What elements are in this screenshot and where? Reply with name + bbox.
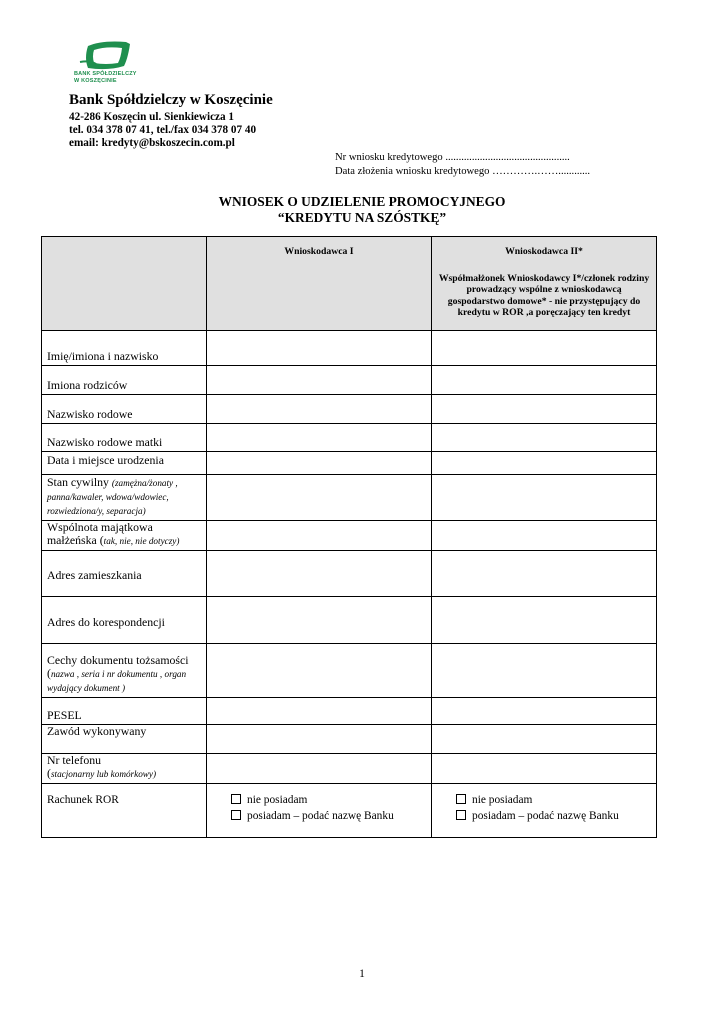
table-row: [42, 395, 657, 424]
header-applicant-1: [207, 237, 432, 331]
id-doc-hint-open: (: [47, 666, 51, 680]
applicant-1-correspondence-input[interactable]: [207, 597, 432, 644]
phone-hint: stacjonarny lub komórkowy): [50, 769, 157, 779]
bank-phone: tel. 034 378 07 41, tel./fax 034 378 07 40: [69, 124, 257, 136]
applicant-2-description: Współmałżonek Wnioskodawcy I*/członek rodziny prowadzący wspólne z wnioskodawcą gospodarstwo domowe* - nie przystępujący do kredytu w ROR ,a poręczający ten kredyt: [438, 272, 650, 318]
applicant-2-address-input[interactable]: [432, 551, 657, 597]
applicant-1-family-name-input[interactable]: [207, 395, 432, 424]
id-doc-hint: nazwa , seria i nr dokumentu , organ wydający dokument ): [47, 669, 187, 693]
property-hint: tak, nie, nie dotyczy): [103, 536, 180, 546]
applicant-2-family-name-input[interactable]: [432, 395, 657, 424]
table-row: [42, 366, 657, 395]
phone-hint-open: (: [47, 766, 51, 780]
checkbox-icon[interactable]: [231, 810, 241, 820]
applicant-2-parents-input[interactable]: [432, 366, 657, 395]
checkbox-icon[interactable]: [456, 810, 466, 820]
applicant-2-name-input[interactable]: [432, 331, 657, 366]
marital-label: Stan cywilny: [47, 475, 112, 489]
row-label-birth: Data i miejsce urodzenia: [42, 452, 207, 475]
table-row: [42, 551, 657, 597]
applicant-1-mother-name-input[interactable]: [207, 424, 432, 452]
applicant-1-pesel-input[interactable]: [207, 698, 432, 725]
applicant-1-id-doc-input[interactable]: [207, 644, 432, 698]
logo-caption-line-2: W KOSZĘCINIE: [74, 78, 117, 84]
ror-none-label: nie posiadam: [247, 794, 308, 806]
bank-name: Bank Spółdzielczy w Koszęcinie: [69, 92, 273, 108]
row-label-mother-name: Nazwisko rodowe matki: [42, 424, 207, 452]
table-row: [42, 521, 657, 551]
row-label-parents: Imiona rodziców: [42, 366, 207, 395]
marital-hint: (zamężna/żonaty , panna/kawaler, wdowa/wdowiec, rozwiedziona/y, separacja): [47, 478, 178, 516]
application-number-field[interactable]: Nr wniosku kredytowego ...............................................: [335, 152, 570, 163]
applicant-2-ror-options: [432, 784, 657, 838]
table-row: [42, 644, 657, 698]
applicant-1-address-input[interactable]: [207, 551, 432, 597]
row-label-name: Imię/imiona i nazwisko: [42, 331, 207, 366]
applicant-1-profession-input[interactable]: [207, 725, 432, 754]
ror-have-label: posiadam – podać nazwę Banku: [247, 809, 394, 822]
ror-have-label: posiadam – podać nazwę Banku: [472, 809, 619, 822]
applicant-2-pesel-input[interactable]: [432, 698, 657, 725]
applicant-2-property-input[interactable]: [432, 521, 657, 551]
applicant-1-ror-none-option[interactable]: [231, 793, 431, 809]
table-row: [42, 597, 657, 644]
id-doc-label: Cechy dokumentu tożsamości: [47, 653, 189, 667]
table-row: [42, 452, 657, 475]
header-label-cell: [42, 237, 207, 331]
row-label-pesel: PESEL: [42, 698, 207, 725]
applicant-1-marital-input[interactable]: [207, 475, 432, 521]
row-label-address: Adres zamieszkania: [42, 551, 207, 597]
applicant-1-ror-options: [207, 784, 432, 838]
applicant-2-id-doc-input[interactable]: [432, 644, 657, 698]
logo-caption: [74, 71, 137, 85]
checkbox-icon[interactable]: [456, 794, 466, 804]
table-row: [42, 698, 657, 725]
applicant-2-correspondence-input[interactable]: [432, 597, 657, 644]
applicant-2-profession-input[interactable]: [432, 725, 657, 754]
property-label-line-2: małżeńska (: [47, 533, 104, 547]
applicant-1-phone-input[interactable]: [207, 754, 432, 784]
bank-address: 42-286 Koszęcin ul. Sienkiewicza 1: [69, 111, 235, 123]
applicant-2-title: Wnioskodawca II*: [505, 246, 583, 257]
checkbox-icon[interactable]: [231, 794, 241, 804]
applicant-1-birth-input[interactable]: [207, 452, 432, 475]
row-label-family-name: Nazwisko rodowe: [42, 395, 207, 424]
logo-caption-line-1: BANK SPÓŁDZIELCZY: [74, 71, 137, 77]
phone-label: Nr telefonu: [47, 753, 102, 767]
ror-none-label: nie posiadam: [472, 794, 533, 806]
applicant-2-birth-input[interactable]: [432, 452, 657, 475]
applicant-1-name-input[interactable]: [207, 331, 432, 366]
applicant-1-property-input[interactable]: [207, 521, 432, 551]
table-row: [42, 475, 657, 521]
table-row: [42, 754, 657, 784]
applicant-2-mother-name-input[interactable]: [432, 424, 657, 452]
applicant-1-title: Wnioskodawca I: [284, 246, 354, 257]
submission-date-field[interactable]: Data złożenia wniosku kredytowego ………….……............: [335, 166, 591, 177]
applicant-2-ror-none-option[interactable]: [456, 793, 656, 809]
applicant-1-parents-input[interactable]: [207, 366, 432, 395]
applicant-2-ror-have-option[interactable]: [456, 809, 656, 825]
row-label-correspondence: Adres do korespondencji: [42, 597, 207, 644]
applicant-2-phone-input[interactable]: [432, 754, 657, 784]
header-applicant-2: [432, 237, 657, 331]
form-title: WNIOSEK O UDZIELENIE PROMOCYJNEGO: [218, 194, 506, 209]
row-label-property: [42, 521, 207, 551]
applicant-2-marital-input[interactable]: [432, 475, 657, 521]
form-subtitle: “KREDYTU NA SZÓSTKĘ”: [277, 210, 447, 225]
row-label-ror: Rachunek ROR: [42, 784, 207, 838]
table-row: [42, 784, 657, 838]
page-number: 1: [359, 968, 365, 980]
row-label-phone: [42, 754, 207, 784]
bank-logo-icon: [74, 40, 140, 72]
row-label-profession: Zawód wykonywany: [42, 725, 207, 754]
table-row: [42, 331, 657, 366]
row-label-id-doc: [42, 644, 207, 698]
applicant-1-ror-have-option[interactable]: [231, 809, 431, 825]
bank-email: email: kredyty@bskoszecin.com.pl: [69, 137, 235, 149]
property-label-line-1: Wspólnota majątkowa: [47, 520, 153, 534]
table-row: [42, 725, 657, 754]
table-header-row: [42, 237, 657, 331]
table-row: [42, 424, 657, 452]
row-label-marital: [42, 475, 207, 521]
application-table: [41, 236, 657, 838]
